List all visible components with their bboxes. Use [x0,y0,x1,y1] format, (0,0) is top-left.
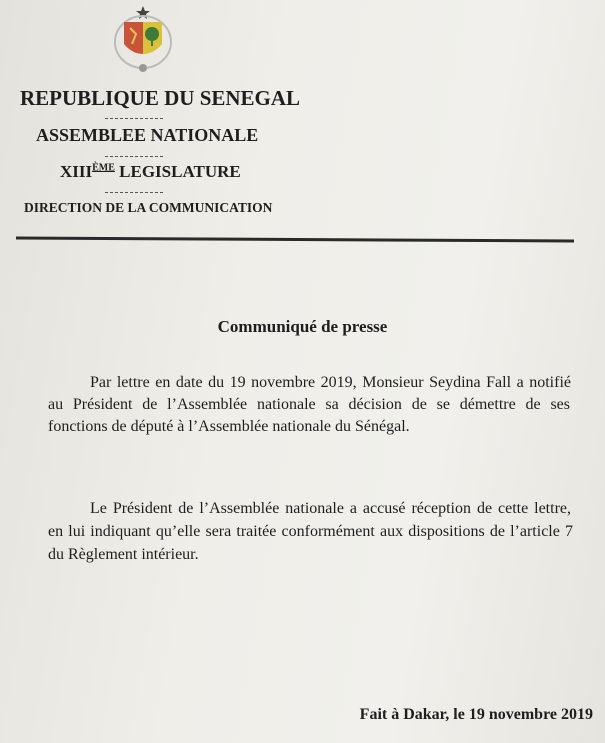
paragraph-line: Par lettre en date du 19 novembre 2019, Monsieur Seydina Fall a notifié [90,374,571,391]
coat-of-arms [112,4,174,76]
divider [105,156,163,157]
legislature-superscript: ÈME [92,162,115,174]
legislature-heading [60,162,241,182]
paragraph-line: du Règlement intérieur. [48,546,199,563]
signoff: Fait à Dakar, le 19 novembre 2019 [359,706,593,723]
legislature-number: XIII [60,162,93,181]
paragraph-line: fonctions de député à l’Assemblée nationale du Sénégal. [48,418,410,435]
paragraph-line: au Président de l’Assemblée nationale sa décision de se démettre de ses [48,396,570,413]
direction-heading: DIRECTION DE LA COMMUNICATION [24,200,273,215]
paragraph-line: en lui indiquant qu’elle sera traitée conformément aux dispositions de l’article 7 [48,523,573,540]
document-title: Communiqué de presse [217,317,388,336]
paragraph-line: Le Président de l’Assemblée nationale a accusé réception de cette lettre, [90,500,571,517]
republic-heading: REPUBLIQUE DU SENEGAL [20,86,301,110]
divider [105,192,163,193]
legislature-word: LEGISLATURE [119,162,241,181]
divider [105,118,163,119]
header-rule [16,237,574,243]
assembly-heading: ASSEMBLEE NATIONALE [36,125,259,145]
